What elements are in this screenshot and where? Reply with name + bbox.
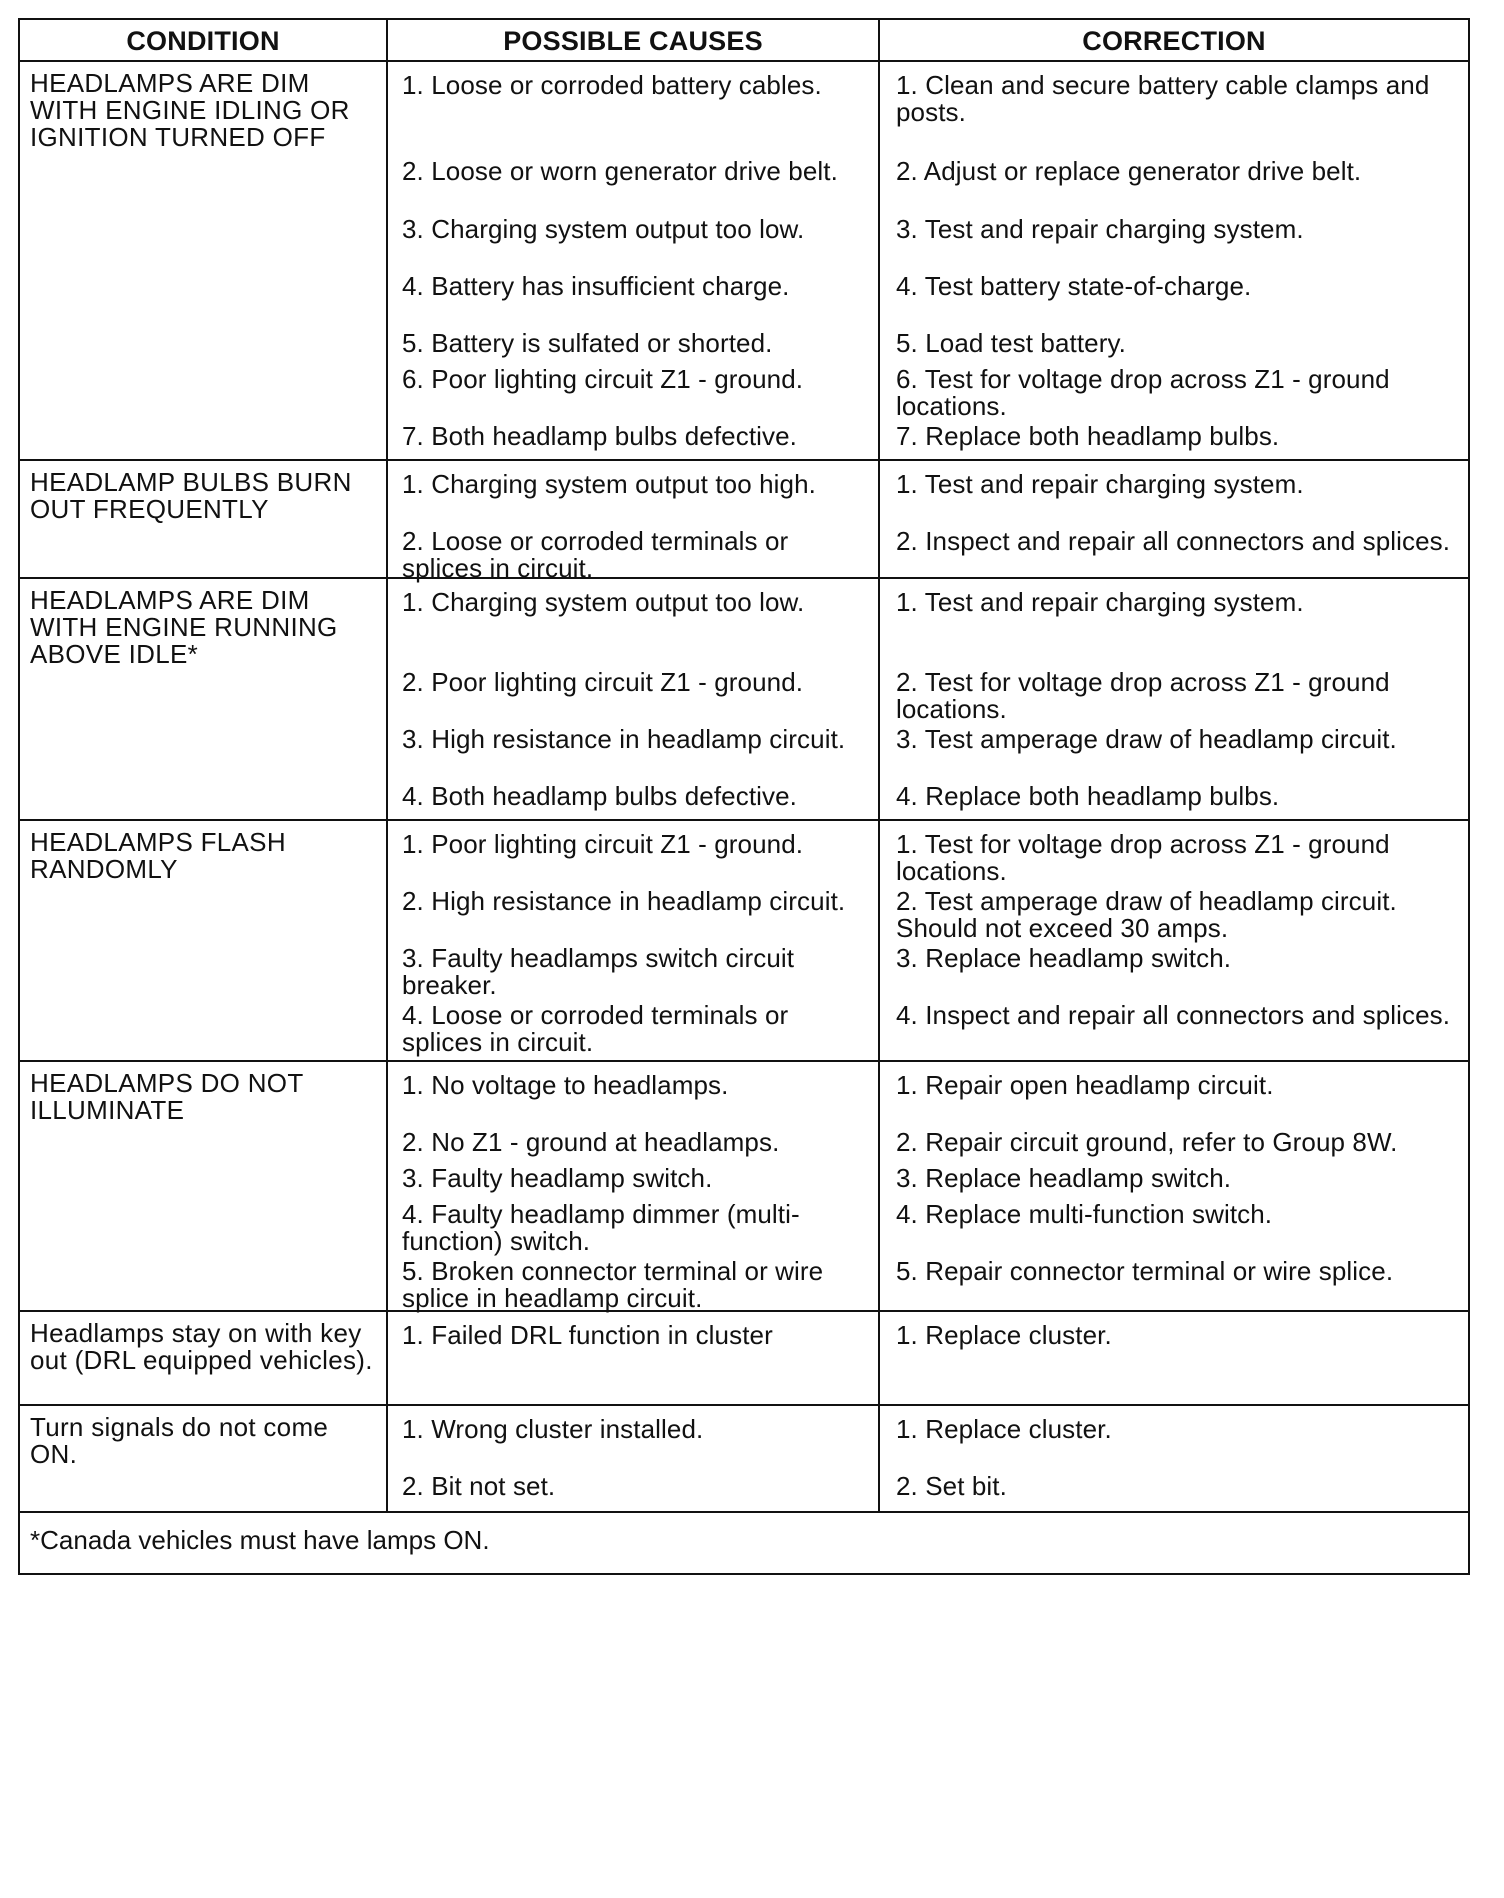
correction: 2. Test for voltage drop across Z1 - ground locations. [896,667,1390,724]
cause-correction-pair [388,716,1468,773]
condition-row [19,1405,1469,1512]
diagnosis-table [18,18,1470,1575]
correction: 2. Set bit. [896,1471,1007,1501]
header-possible-causes: POSSIBLE CAUSES [387,19,879,61]
possible-cause: 4. Both headlamp bulbs defective. [388,773,880,819]
condition-cell: Turn signals do not come ON. [19,1405,387,1512]
cause-correction-pair [388,821,1468,886]
correction: 3. Test amperage draw of headlamp circuit. [896,724,1397,754]
possible-cause: 5. Battery is sulfated or shorted. [388,320,880,356]
possible-cause: 1. Loose or corroded battery cables. [388,62,880,148]
correction: 7. Replace both headlamp bulbs. [896,421,1280,451]
correction: 1. Replace cluster. [896,1320,1112,1350]
cause-correction-pair [388,1191,1468,1256]
correction: 2. Repair circuit ground, refer to Group 8W. [896,1127,1398,1157]
possible-cause: 1. Poor lighting circuit Z1 - ground. [388,821,880,878]
condition-cell: HEADLAMPS ARE DIM WITH ENGINE IDLING OR IGNITION TURNED OFF [19,61,387,460]
possible-cause: 2. Bit not set. [388,1463,880,1511]
condition-cell: Headlamps stay on with key out (DRL equipped vehicles). [19,1311,387,1405]
header-condition: CONDITION [19,19,387,61]
cause-correction-pair [388,1406,1468,1463]
cause-correction-pair [388,878,1468,943]
condition-cell: HEADLAMPS ARE DIM WITH ENGINE RUNNING ABOVE IDLE* [19,578,387,820]
condition-cell: HEADLAMP BULBS BURN OUT FREQUENTLY [19,460,387,578]
condition-cell: HEADLAMPS FLASH RANDOMLY [19,820,387,1061]
correction: 3. Replace headlamp switch. [896,1163,1232,1193]
cause-correction-pair [388,1062,1468,1119]
correction: 3. Test and repair charging system. [896,214,1304,244]
correction: 1. Repair open headlamp circuit. [896,1070,1274,1100]
correction: 4. Inspect and repair all connectors and splices. [896,1000,1451,1030]
cause-correction-pair [388,206,1468,263]
cause-correction-pair [388,579,1468,659]
possible-cause: 2. No Z1 - ground at headlamps. [388,1119,880,1155]
correction: 4. Replace both headlamp bulbs. [896,781,1280,811]
cause-correction-pair [388,1312,1468,1404]
cause-correction-group [387,1311,1469,1405]
condition-row [19,460,1469,578]
possible-cause: 3. High resistance in headlamp circuit. [388,716,880,773]
correction: 1. Replace cluster. [896,1414,1112,1444]
correction: 4. Test battery state-of-charge. [896,271,1252,301]
cause-correction-pair [388,773,1468,819]
condition-row [19,578,1469,820]
cause-correction-group [387,578,1469,820]
header-row [19,19,1469,61]
cause-correction-pair [388,1463,1468,1511]
cause-correction-pair [388,1119,1468,1155]
correction: 2. Inspect and repair all connectors and splices. [896,526,1451,556]
correction: 5. Repair connector terminal or wire splice. [896,1256,1394,1286]
correction: 1. Clean and secure battery cable clamps and posts. [896,70,1430,127]
cause-correction-pair [388,1248,1468,1313]
correction: 3. Replace headlamp switch. [896,943,1232,973]
diagnosis-chart [18,18,1468,1575]
footnote: *Canada vehicles must have lamps ON. [19,1512,1469,1574]
footnote-row [19,1512,1469,1574]
header-correction: CORRECTION [879,19,1469,61]
cause-correction-pair [388,320,1468,356]
correction: 1. Test and repair charging system. [896,469,1304,499]
possible-cause: 5. Broken connector terminal or wire splice in headlamp circuit. [388,1248,880,1310]
possible-cause: 2. Poor lighting circuit Z1 - ground. [388,659,880,716]
cause-correction-pair [388,263,1468,320]
correction: 1. Test for voltage drop across Z1 - ground locations. [896,829,1390,886]
possible-cause: 3. Charging system output too low. [388,206,880,263]
possible-cause: 4. Loose or corroded terminals or splices in circuit. [388,992,880,1060]
possible-cause: 3. Faulty headlamp switch. [388,1155,880,1191]
table-body [19,61,1469,1512]
condition-row [19,820,1469,1061]
cause-correction-group [387,1405,1469,1512]
cause-correction-pair [388,935,1468,1000]
correction: 1. Test and repair charging system. [896,587,1304,617]
cause-correction-pair [388,62,1468,148]
cause-correction-group [387,1061,1469,1311]
cause-correction-pair [388,461,1468,518]
possible-cause: 1. Wrong cluster installed. [388,1406,880,1463]
possible-cause: 4. Battery has insufficient charge. [388,263,880,320]
possible-cause: 3. Faulty headlamps switch circuit breaker. [388,935,880,992]
cause-correction-pair [388,992,1468,1060]
condition-row [19,61,1469,460]
cause-correction-pair [388,1155,1468,1191]
possible-cause: 4. Faulty headlamp dimmer (multi-function) switch. [388,1191,880,1248]
cause-correction-group [387,820,1469,1061]
possible-cause: 1. Charging system output too high. [388,461,880,518]
correction: 2. Test amperage draw of headlamp circuit. Should not exceed 30 amps. [896,886,1397,943]
condition-row [19,1061,1469,1311]
possible-cause: 7. Both headlamp bulbs defective. [388,413,880,459]
possible-cause: 1. No voltage to headlamps. [388,1062,880,1119]
possible-cause: 2. Loose or corroded terminals or splices in circuit. [388,518,880,577]
correction: 2. Adjust or replace generator drive belt. [896,156,1362,186]
cause-correction-pair [388,148,1468,206]
correction: 5. Load test battery. [896,328,1126,358]
possible-cause: 2. Loose or worn generator drive belt. [388,148,880,206]
condition-row [19,1311,1469,1405]
cause-correction-pair [388,413,1468,459]
possible-cause: 6. Poor lighting circuit Z1 - ground. [388,356,880,413]
correction: 4. Replace multi-function switch. [896,1199,1273,1229]
possible-cause: 1. Charging system output too low. [388,579,880,659]
possible-cause: 1. Failed DRL function in cluster [388,1312,880,1404]
cause-correction-group [387,460,1469,583]
cause-correction-pair [388,659,1468,724]
possible-cause: 2. High resistance in headlamp circuit. [388,878,880,935]
cause-correction-pair [388,356,1468,421]
cause-correction-group [387,61,1469,460]
cause-correction-pair [388,518,1468,583]
condition-cell: HEADLAMPS DO NOT ILLUMINATE [19,1061,387,1311]
correction: 6. Test for voltage drop across Z1 - ground locations. [896,364,1390,421]
